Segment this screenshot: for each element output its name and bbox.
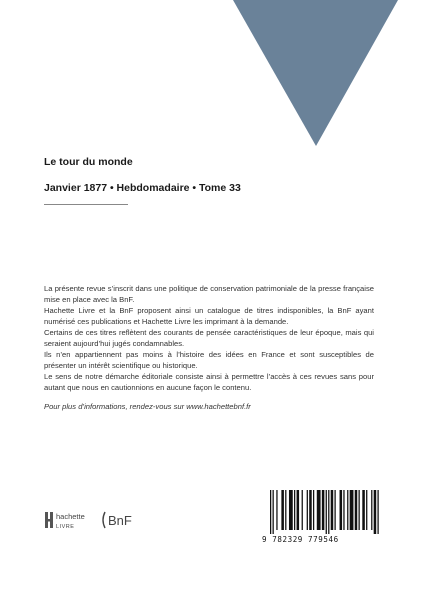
- barcode-bar: [350, 490, 354, 530]
- paragraph: Certains de ces titres reflètent des courants de pensée caractéristiques de leur époque, mais qui seraient aujourd’hui jugés condamnables.: [44, 328, 374, 348]
- barcode-bar: [273, 490, 274, 534]
- more-info-text: Pour plus d’informations, rendez-vous sur www.hachettebnf.fr: [44, 402, 251, 411]
- publisher-logos: [44, 508, 140, 532]
- barcode-bar: [302, 490, 303, 530]
- decorative-triangle: [0, 0, 424, 160]
- barcode-bar: [343, 490, 344, 530]
- barcode-bar: [270, 490, 271, 534]
- barcode-bar: [362, 490, 365, 530]
- barcode-bar: [289, 490, 293, 530]
- paragraph: Hachette Livre et la BnF proposent ainsi un catalogue de titres indisponibles, la BnF ayant numérisé ces publications et Hachette Livre les imprimant à la demande.: [44, 306, 374, 326]
- barcode-bar: [297, 490, 300, 530]
- hachette-livre-logo: [44, 508, 96, 532]
- hachette-wordmark: hachette: [56, 512, 85, 521]
- isbn-barcode: [256, 486, 386, 548]
- barcode-bar: [334, 490, 335, 530]
- description-text: [44, 283, 374, 393]
- barcode-bar: [307, 490, 308, 530]
- title-divider: [44, 204, 128, 205]
- barcode-bar: [366, 490, 367, 530]
- paragraph: Ils n’en appartiennent pas moins à l’histoire des idées en France et sont susceptibles de présenter un intérêt scientifique ou historique.: [44, 350, 374, 370]
- barcode-bar: [276, 490, 277, 530]
- barcode-bar: [374, 490, 377, 534]
- livre-wordmark: LIVRE: [56, 524, 75, 530]
- barcode-bars: [270, 490, 380, 534]
- barcode-bar: [322, 490, 325, 530]
- barcode-bar: [331, 490, 334, 530]
- barcode-bar: [355, 490, 358, 530]
- barcode-bar: [326, 490, 327, 534]
- barcode-bar: [294, 490, 295, 530]
- barcode-bar: [359, 490, 360, 530]
- barcode-bar: [285, 490, 286, 530]
- issue-subtitle: Janvier 1877 • Hebdomadaire • Tome 33: [44, 182, 241, 194]
- paragraph: Le sens de notre démarche éditoriale consiste ainsi à permettre l’accès à ces revues sans pour autant que nous en cautionnions en aucune façon le contenu.: [44, 372, 374, 392]
- barcode-bar: [328, 490, 329, 534]
- barcode-bar: [371, 490, 372, 530]
- barcode-bar: [313, 490, 314, 530]
- barcode-bar: [340, 490, 343, 530]
- publication-title: Le tour du monde: [44, 156, 133, 168]
- barcode-bar: [377, 490, 378, 534]
- barcode-bar: [347, 490, 348, 530]
- bnf-wordmark: BnF: [108, 513, 132, 528]
- barcode-bar: [281, 490, 284, 530]
- bnf-logo: [100, 508, 140, 532]
- barcode-bar: [317, 490, 321, 530]
- paragraph: La présente revue s’inscrit dans une politique de conservation patrimoniale de la presse française mise en place avec la BnF.: [44, 284, 374, 304]
- isbn-number: 9 782329 779546: [262, 535, 339, 544]
- barcode-bar: [309, 490, 312, 530]
